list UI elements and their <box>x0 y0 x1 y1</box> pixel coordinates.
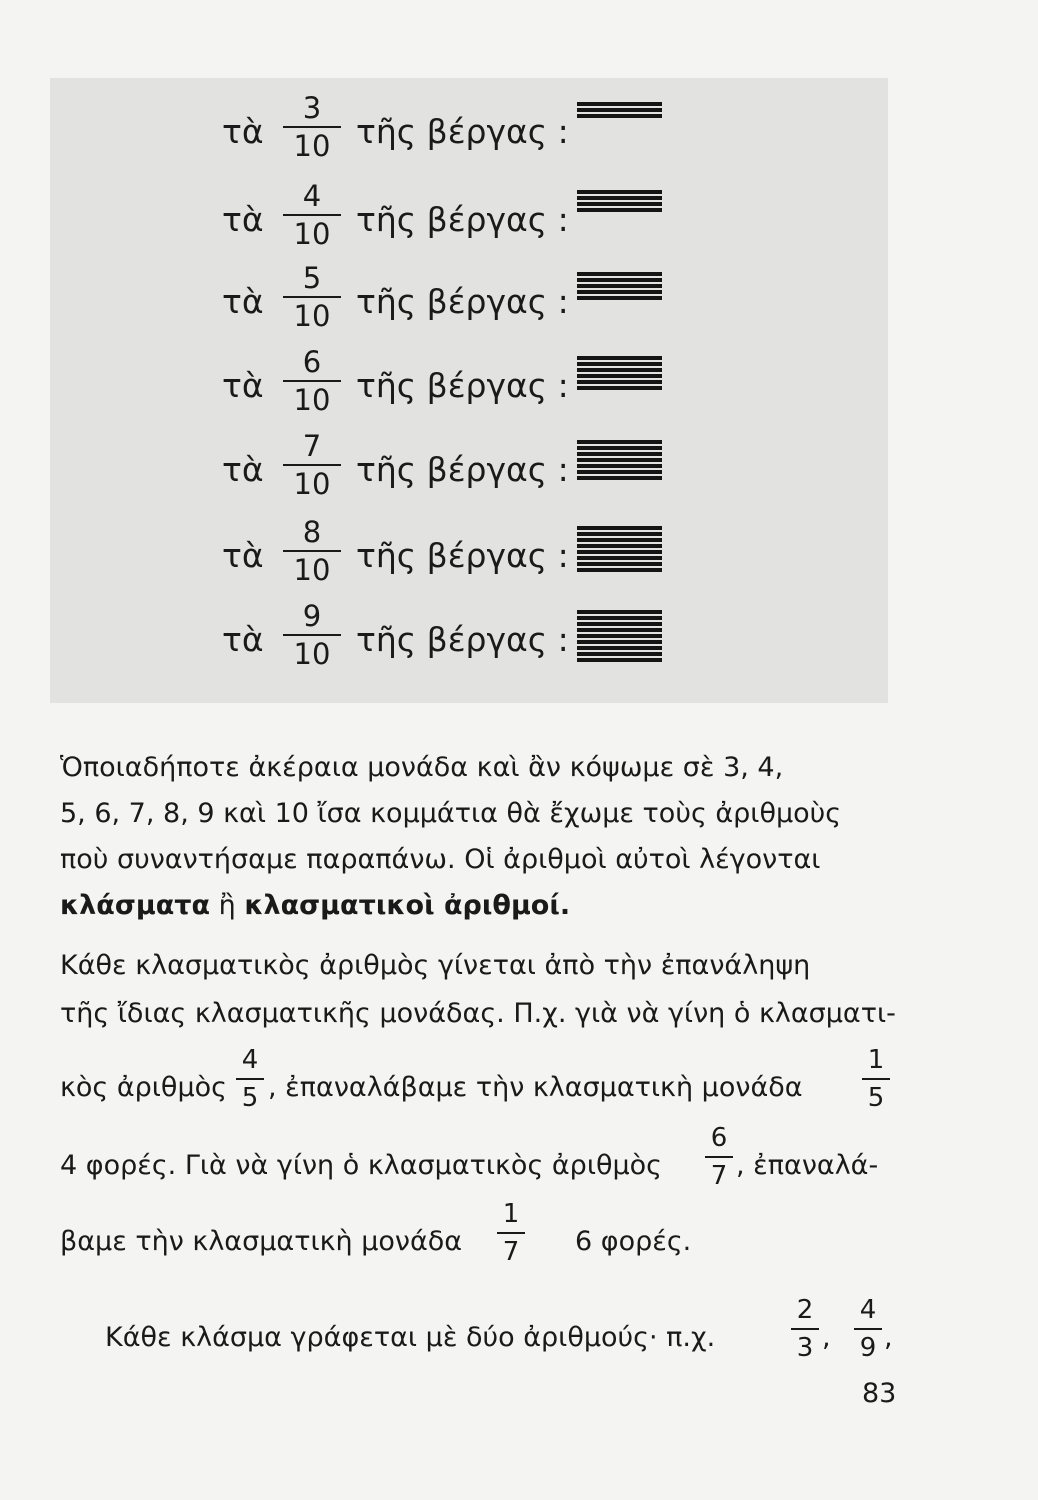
fraction-4-5 <box>234 1046 266 1112</box>
article-ta: τὰ <box>222 282 264 321</box>
para2-line1: Κάθε κλασματικὸς ἀριθμὸς γίνεται ἀπὸ τὴν ἐπανάληψη <box>60 950 811 981</box>
numerator: 4 <box>302 179 322 213</box>
numerator: 7 <box>302 429 322 463</box>
numerator: 6 <box>710 1123 728 1153</box>
fraction <box>282 516 342 586</box>
para1-line2: 5, 6, 7, 8, 9 καὶ 10 ἴσα κομμάτια θὰ ἔχωμε τοὺς ἀριθμοὺς <box>60 798 842 829</box>
stick-segment <box>577 190 662 194</box>
stick-segment <box>577 208 662 212</box>
stick-segment <box>577 108 662 112</box>
fraction <box>282 180 342 250</box>
fraction-4-9 <box>852 1296 884 1362</box>
label-tis-vergas: τῆς βέργας : <box>356 200 569 239</box>
fraction-1-5 <box>860 1046 892 1112</box>
stick-segment <box>577 562 662 566</box>
stick-segment <box>577 362 662 366</box>
stick-segment <box>577 544 662 548</box>
stick-segment <box>577 452 662 456</box>
para2-line4a: 4 φορές. Γιὰ νὰ γίνη ὁ κλασματικὸς ἀριθμὸς <box>60 1150 663 1181</box>
term-klasmata: κλάσματα <box>60 890 211 921</box>
numerator: 9 <box>302 599 322 633</box>
stick-segment <box>577 532 662 536</box>
stick-segment <box>577 526 662 530</box>
numerator: 2 <box>796 1295 814 1325</box>
stick-segment <box>577 102 662 106</box>
stick-segments <box>577 356 662 392</box>
page-number: 83 <box>862 1378 897 1409</box>
stick-segment <box>577 296 662 300</box>
stick-segment <box>577 616 662 620</box>
denominator: 7 <box>710 1161 728 1191</box>
stick-segment <box>577 278 662 282</box>
denominator: 10 <box>293 383 331 417</box>
stick-segment <box>577 446 662 450</box>
numerator: 1 <box>867 1045 885 1075</box>
stick-segment <box>577 368 662 372</box>
stick-segment <box>577 464 662 468</box>
stick-segments <box>577 610 662 664</box>
fraction-1-7 <box>495 1200 527 1266</box>
fraction-row <box>0 92 1038 172</box>
stick-segment <box>577 386 662 390</box>
para1-line3: ποὺ συναντήσαμε παραπάνω. Οἱ ἀριθμοὶ αὐτοὶ λέγονται <box>60 844 821 875</box>
label-tis-vergas: τῆς βέργας : <box>356 450 569 489</box>
fraction <box>282 262 342 332</box>
fraction-row <box>0 262 1038 342</box>
stick-segment <box>577 476 662 480</box>
stick-segment <box>577 610 662 614</box>
fraction <box>282 600 342 670</box>
article-ta: τὰ <box>222 366 264 405</box>
fraction-6-7 <box>703 1124 735 1190</box>
stick-segment <box>577 272 662 276</box>
stick-segment <box>577 284 662 288</box>
denominator: 10 <box>293 637 331 671</box>
denominator: 9 <box>859 1333 877 1363</box>
label-tis-vergas: τῆς βέργας : <box>356 620 569 659</box>
denominator: 3 <box>796 1333 814 1363</box>
stick-segment <box>577 550 662 554</box>
stick-segment <box>577 196 662 200</box>
stick-segment <box>577 556 662 560</box>
numerator: 5 <box>302 261 322 295</box>
stick-segment <box>577 568 662 572</box>
numerator: 6 <box>302 345 322 379</box>
para3-sep2: , <box>884 1322 893 1353</box>
label-tis-vergas: τῆς βέργας : <box>356 366 569 405</box>
stick-segment <box>577 622 662 626</box>
stick-segment <box>577 114 662 118</box>
stick-segment <box>577 658 662 662</box>
stick-segment <box>577 634 662 638</box>
fraction <box>282 430 342 500</box>
stick-segment <box>577 646 662 650</box>
denominator: 10 <box>293 129 331 163</box>
article-ta: τὰ <box>222 112 264 151</box>
stick-segments <box>577 440 662 482</box>
para1-line4 <box>60 890 570 921</box>
para2-line3b: , ἐπαναλάβαμε τὴν κλασματικὴ μονάδα <box>268 1072 803 1103</box>
stick-segment <box>577 290 662 294</box>
fraction-row <box>0 516 1038 596</box>
para3-line1: Κάθε κλάσμα γράφεται μὲ δύο ἀριθμούς· π.χ. <box>105 1322 716 1353</box>
stick-segments <box>577 526 662 574</box>
para2-line5a: βαμε τὴν κλασματικὴ μονάδα <box>60 1226 463 1257</box>
article-ta: τὰ <box>222 536 264 575</box>
label-tis-vergas: τῆς βέργας : <box>356 282 569 321</box>
para2-line5b: 6 φορές. <box>575 1226 692 1257</box>
stick-segment <box>577 440 662 444</box>
stick-segment <box>577 458 662 462</box>
fraction-row <box>0 180 1038 260</box>
denominator: 7 <box>502 1237 520 1267</box>
numerator: 1 <box>502 1199 520 1229</box>
conjunction: ἢ <box>210 890 245 921</box>
label-tis-vergas: τῆς βέργας : <box>356 112 569 151</box>
stick-segment <box>577 538 662 542</box>
numerator: 4 <box>859 1295 877 1325</box>
para2-line2: τῆς ἴδιας κλασματικῆς μονάδας. Π.χ. γιὰ νὰ γίνη ὁ κλασματι- <box>60 998 896 1029</box>
article-ta: τὰ <box>222 450 264 489</box>
stick-segment <box>577 374 662 378</box>
stick-segment <box>577 470 662 474</box>
stick-segment <box>577 202 662 206</box>
stick-segments <box>577 190 662 214</box>
fraction-row <box>0 346 1038 426</box>
label-tis-vergas: τῆς βέργας : <box>356 536 569 575</box>
stick-segment <box>577 640 662 644</box>
denominator: 10 <box>293 299 331 333</box>
numerator: 3 <box>302 91 322 125</box>
denominator: 5 <box>241 1083 259 1113</box>
term-klasmatikoi: κλασματικοὶ ἀριθμοί. <box>244 890 571 921</box>
para3-sep1: , <box>822 1322 831 1353</box>
numerator: 8 <box>302 515 322 549</box>
denominator: 5 <box>867 1083 885 1113</box>
fraction-2-3 <box>789 1296 821 1362</box>
stick-segments <box>577 272 662 302</box>
stick-segment <box>577 628 662 632</box>
article-ta: τὰ <box>222 200 264 239</box>
fraction <box>282 346 342 416</box>
denominator: 10 <box>293 553 331 587</box>
article-ta: τὰ <box>222 620 264 659</box>
fraction-row <box>0 600 1038 680</box>
stick-segment <box>577 356 662 360</box>
denominator: 10 <box>293 217 331 251</box>
para1-line1: Ὁποιαδήποτε ἀκέραια μονάδα καὶ ἂν κόψωμε σὲ 3, 4, <box>60 752 784 783</box>
fraction <box>282 92 342 162</box>
para2-line3a: κὸς ἀριθμὸς <box>60 1072 227 1103</box>
stick-segments <box>577 102 662 120</box>
fraction-row <box>0 430 1038 510</box>
denominator: 10 <box>293 467 331 501</box>
stick-segment <box>577 652 662 656</box>
para2-line4b: , ἐπαναλά- <box>736 1150 879 1181</box>
numerator: 4 <box>241 1045 259 1075</box>
stick-segment <box>577 380 662 384</box>
